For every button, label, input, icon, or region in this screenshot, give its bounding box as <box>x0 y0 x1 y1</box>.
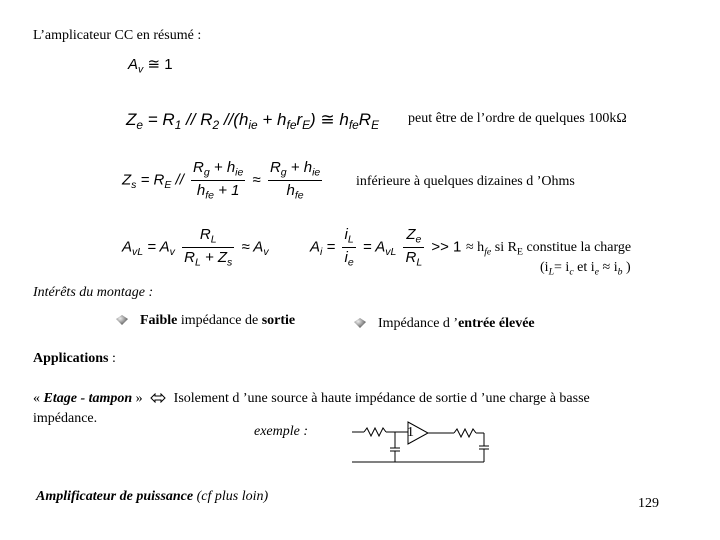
bullet-icon <box>116 315 128 325</box>
applications-heading: Applications : <box>33 351 116 366</box>
ai-fraction-2: $\frac{Z_e}{R_L}$ <box>405 226 423 269</box>
output-resistor-icon <box>454 429 476 437</box>
buffer-circuit-diagram <box>350 418 500 468</box>
formula-ai: $A_i$ = $\frac{i_L}{i_e}$ = $A_{vL}$ $\frac{Z_e}{R_L}$ >> 1 <box>310 226 462 269</box>
double-arrow-icon <box>150 393 166 403</box>
zs-fraction-2: $\frac{R_g + h_{ie}}{h_{fe}}$ <box>269 159 321 202</box>
ai-note-line2: ($i_L= i_c$ et $i_e \approx i_b$ ) <box>540 260 631 278</box>
zs-fraction-1: $\frac{R_g + h_{ie}}{h_{fe} + 1}$ <box>193 159 244 202</box>
zs-note: inférieure à quelques dizaines d ’Ohms <box>356 174 575 189</box>
formula-av: $A_v$ ≅ 1 <box>128 56 173 76</box>
slide-title: L’amplicateur CC en résumé : <box>33 28 202 43</box>
exemple-label: exemple : <box>254 424 309 439</box>
interet-item-1: Faible impédance de sortie <box>116 313 295 329</box>
avl-fraction: $\frac{R_L}{R_L + Z_s}$ <box>184 226 233 269</box>
page-number: 129 <box>638 496 659 511</box>
formula-ze: $Z_e = R_1 // R_2$ $//(h_{ie} + h_{fe}r_E)$ ≅ $h_{fe}R_E$ <box>126 110 379 133</box>
interet-item-2: Impédance d ’entrée élevée <box>354 316 535 332</box>
ze-note: peut être de l’ordre de quelques 100kΩ <box>408 111 627 126</box>
formula-avl: $A_{vL} = A_v$ $\frac{R_L}{R_L + Z_s}$ ≈ $A_v$ <box>122 226 269 269</box>
ai-fraction-1: $\frac{i_L}{i_e}$ <box>344 226 354 269</box>
applications-line-2: impédance. <box>33 411 98 426</box>
amplifier-gain-label: 1 <box>407 425 414 440</box>
input-resistor-icon <box>364 428 386 436</box>
interets-heading: Intérêts du montage : <box>33 285 154 300</box>
amplificateur-puissance-line: Amplificateur de puissance (cf plus loin) <box>36 489 269 504</box>
bullet-icon <box>354 318 366 328</box>
applications-line-1: « Etage - tampon » Isolement d ’une source à haute impédance de sortie d ’une charge à basse <box>33 391 590 406</box>
ai-note-line1: ≈ $h_{fe}$ si $R_E$ constitue la charge <box>466 240 632 258</box>
formula-zs: $Z_s = R_E$ // $\frac{R_g + h_{ie}}{h_{fe} + 1}$ ≈ $\frac{R_g + h_{ie}}{h_{fe}}$ <box>122 159 321 202</box>
